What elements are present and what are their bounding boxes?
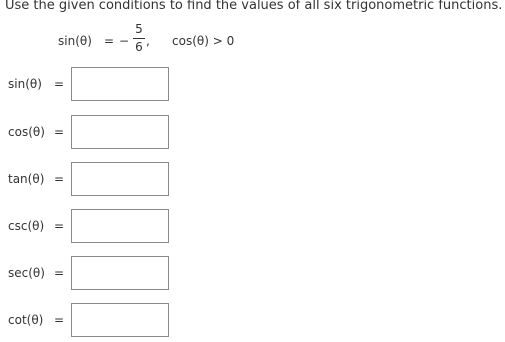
given-sin-label: sin(θ) <box>58 34 92 48</box>
given-comma: , <box>146 34 150 48</box>
row-equals: = <box>54 125 65 139</box>
given-equals: = <box>104 34 115 48</box>
answer-row-sin <box>0 67 505 103</box>
row-equals: = <box>54 313 65 327</box>
fraction-numerator: 5 <box>135 22 143 36</box>
fraction-denominator: 6 <box>135 40 143 54</box>
row-label: csc(θ) <box>8 219 45 233</box>
row-label: cos(θ) <box>8 125 45 139</box>
row-equals: = <box>54 77 65 91</box>
fraction-bar <box>133 38 145 39</box>
row-label: sec(θ) <box>8 266 45 280</box>
answer-row-sec <box>0 256 505 292</box>
given-conditions <box>0 22 505 58</box>
csc-answer-input[interactable] <box>71 209 169 243</box>
given-cos-condition: cos(θ) > 0 <box>172 34 235 48</box>
sin-answer-input[interactable] <box>71 67 169 101</box>
answer-row-csc <box>0 209 505 245</box>
row-equals: = <box>54 266 65 280</box>
instructions-text: Use the given conditions to find the values of all six trigonometric functions. <box>5 0 503 13</box>
answer-row-cot <box>0 303 505 339</box>
cos-answer-input[interactable] <box>71 115 169 149</box>
tan-answer-input[interactable] <box>71 162 169 196</box>
row-label: tan(θ) <box>8 172 45 186</box>
answer-row-cos <box>0 115 505 151</box>
answer-row-tan <box>0 162 505 198</box>
given-fraction <box>133 22 145 54</box>
row-equals: = <box>54 219 65 233</box>
sec-answer-input[interactable] <box>71 256 169 290</box>
row-equals: = <box>54 172 65 186</box>
row-label: sin(θ) <box>8 77 42 91</box>
row-label: cot(θ) <box>8 313 44 327</box>
given-minus-sign: − <box>119 34 130 48</box>
cot-answer-input[interactable] <box>71 303 169 337</box>
